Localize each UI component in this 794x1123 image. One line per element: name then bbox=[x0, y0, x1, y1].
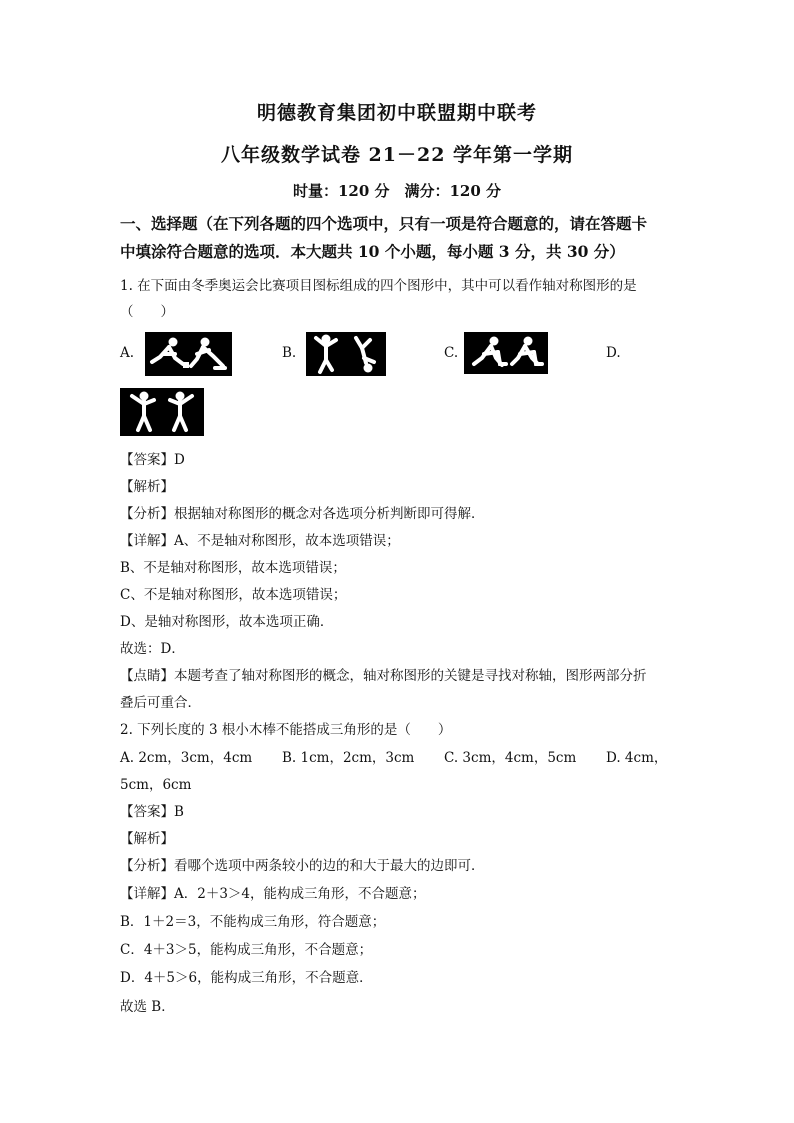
curling-icons bbox=[145, 332, 232, 376]
figure-skating-icons bbox=[120, 388, 204, 436]
q1-option-a-label: A. bbox=[120, 345, 135, 361]
q2-option-d: D. 4cm， bbox=[606, 750, 668, 766]
q1-analysis-tag: 【解析】 bbox=[120, 479, 174, 495]
skier-icons bbox=[306, 332, 386, 376]
q1-detail-c: C、不是轴对称图形，故本选项错误； bbox=[120, 587, 347, 603]
section-header-line2: 中填涂符合题意的选项．本大题共 10 个小题，每小题 3 分，共 30 分） bbox=[120, 242, 625, 261]
q2-option-a: A. 2cm，3cm，4cm bbox=[120, 750, 253, 766]
q2-detail-d: D．4＋5＞6，能构成三角形，不合题意． bbox=[120, 970, 373, 986]
q1-dianjing: 【点睛】本题考查了轴对称图形的概念，轴对称图形的关键是寻找对称轴，图形两部分折 bbox=[120, 668, 647, 684]
exam-time-info: 时量：120 分 满分：120 分 bbox=[292, 182, 502, 200]
exam-subtitle: 八年级数学试卷 21－22 学年第一学期 bbox=[220, 144, 574, 166]
q2-stem: 2. 下列长度的 3 根小木棒不能搭成三角形的是（ ） bbox=[120, 722, 452, 738]
q2-answer: 【答案】B bbox=[120, 804, 184, 820]
q1-option-b-label: B. bbox=[282, 345, 297, 361]
q2-option-c: C. 3cm，4cm，5cm bbox=[444, 750, 577, 766]
q2-analysis-tag: 【解析】 bbox=[120, 831, 174, 847]
section-header-line1: 一、选择题（在下列各题的四个选项中，只有一项是符合题意的，请在答题卡 bbox=[120, 214, 648, 233]
q2-detail-c: C．4＋3＞5，能构成三角形，不合题意； bbox=[120, 942, 373, 958]
q1-detail-d: D、是轴对称图形，故本选项正确． bbox=[120, 614, 334, 630]
q2-option-d-cont: 5cm，6cm bbox=[120, 777, 192, 793]
q1-stem-paren: （ ） bbox=[120, 304, 174, 320]
hockey-icons bbox=[464, 332, 548, 374]
exam-title: 明德教育集团初中联盟期中联考 bbox=[256, 102, 537, 124]
q2-option-b: B. 1cm，2cm，3cm bbox=[282, 750, 415, 766]
q1-stem: 1. 在下面由冬季奥运会比赛项目图标组成的四个图形中，其中可以看作轴对称图形的是 bbox=[120, 278, 637, 294]
q1-detail-a: 【详解】A、不是轴对称图形，故本选项错误； bbox=[120, 533, 400, 549]
q2-detail-b: B．1＋2＝3，不能构成三角形，符合题意； bbox=[120, 914, 386, 930]
q1-dianjing-cont: 叠后可重合． bbox=[120, 695, 201, 711]
q2-conclusion: 故选 B． bbox=[120, 999, 175, 1015]
q1-detail-b: B、不是轴对称图形，故本选项错误； bbox=[120, 560, 346, 576]
q1-fenxi: 【分析】根据轴对称图形的概念对各选项分析判断即可得解． bbox=[120, 506, 485, 522]
q1-option-c-label: C. bbox=[444, 345, 459, 361]
q1-conclusion: 故选：D． bbox=[120, 641, 185, 657]
q1-answer: 【答案】D bbox=[120, 452, 185, 468]
q1-option-d-label: D. bbox=[606, 345, 621, 361]
q2-fenxi: 【分析】看哪个选项中两条较小的边的和大于最大的边即可． bbox=[120, 858, 485, 874]
q2-detail-a: 【详解】A．2＋3＞4，能构成三角形，不合题意； bbox=[120, 886, 426, 902]
